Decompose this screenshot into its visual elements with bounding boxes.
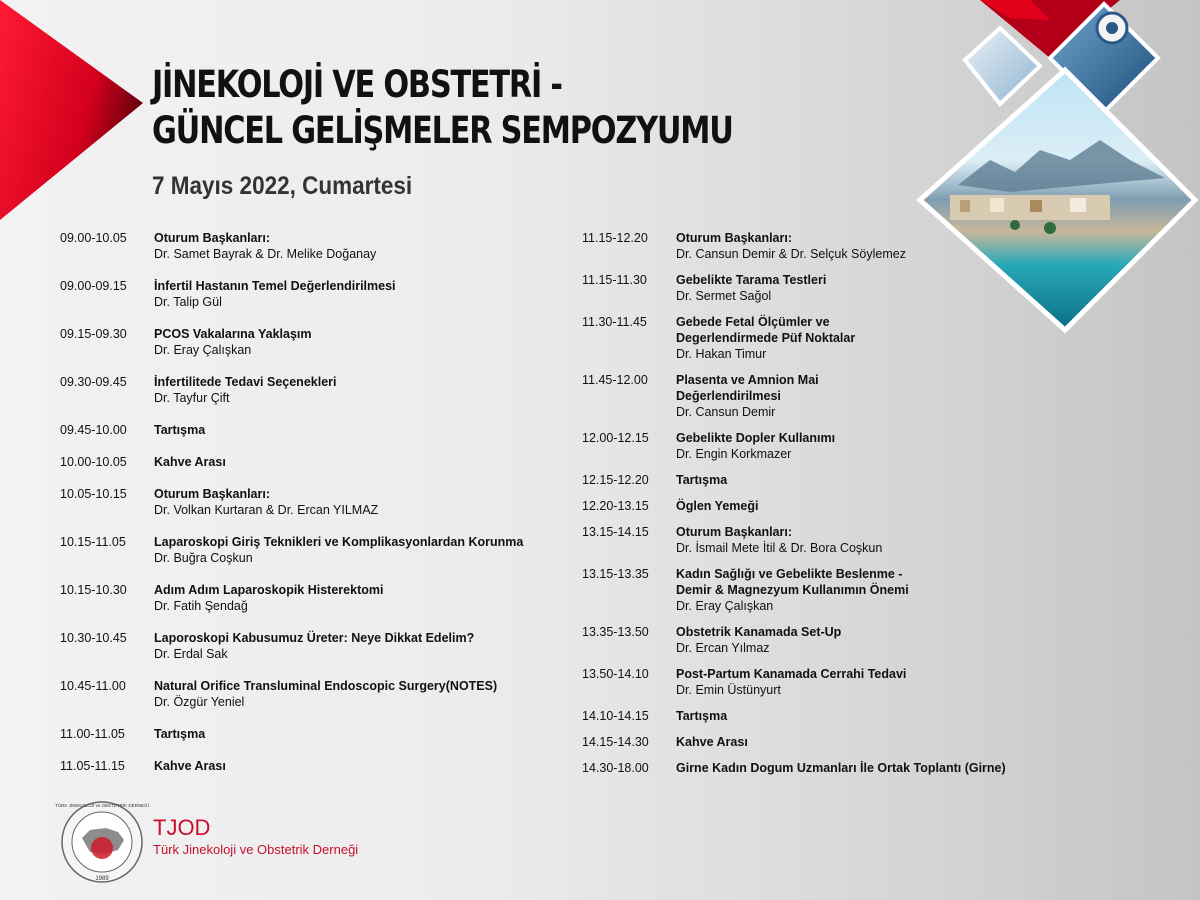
session-speaker: Dr. Ercan Yılmaz — [676, 641, 770, 655]
schedule-row — [60, 374, 580, 406]
session-title: Tartışma — [154, 727, 206, 741]
session-time: 14.15-14.30 — [582, 735, 649, 749]
session-details — [154, 486, 378, 518]
schedule-column-left — [60, 230, 580, 774]
schedule-row — [60, 758, 580, 774]
session-speaker: Dr. Cansun Demir & Dr. Selçuk Söylemez — [676, 247, 906, 261]
schedule-row — [60, 678, 580, 710]
session-title: Kahve Arası — [154, 759, 226, 773]
session-speaker: Dr. Sermet Sağol — [676, 289, 772, 303]
session-details — [676, 734, 748, 750]
event-date: 7 Mayıs 2022, Cumartesi — [152, 172, 413, 200]
session-title: Natural Orifice Transluminal Endoscopic Surgery(NOTES) — [154, 679, 498, 693]
schedule-row — [582, 734, 1102, 750]
session-time: 13.35-13.50 — [582, 625, 649, 639]
session-speaker: Dr. Samet Bayrak & Dr. Melike Doğanay — [154, 247, 377, 261]
session-time: 09.00-10.05 — [60, 231, 127, 245]
schedule-row — [582, 372, 1102, 420]
session-speaker: Dr. Talip Gül — [154, 295, 222, 309]
session-title: Gebelikte Tarama Testleri — [676, 273, 827, 287]
session-title: Kahve Arası — [154, 455, 226, 469]
session-details — [154, 422, 205, 438]
session-time: 11.30-11.45 — [582, 315, 647, 329]
session-details — [154, 726, 205, 742]
session-title: Gebede Fetal Ölçümler ve Degerlendirmede Püf Noktalar — [676, 315, 856, 345]
session-speaker: Dr. Hakan Timur — [676, 347, 767, 361]
organization-name: Türk Jinekoloji ve Obstetrik Derneği — [153, 842, 359, 857]
session-speaker: Dr. Fatih Şendağ — [154, 599, 248, 613]
page-title — [152, 62, 733, 154]
session-title: Tartışma — [676, 473, 728, 487]
schedule-row — [60, 486, 580, 518]
session-time: 10.05-10.15 — [60, 487, 127, 501]
session-details — [676, 524, 882, 556]
schedule-row — [60, 582, 580, 614]
schedule-row — [60, 326, 580, 358]
session-time: 14.30-18.00 — [582, 761, 649, 775]
session-title: Kahve Arası — [676, 735, 748, 749]
session-details — [676, 472, 727, 488]
schedule-row — [582, 498, 1102, 514]
session-title: İnfertilitede Tedavi Seçenekleri — [154, 375, 337, 389]
session-speaker: Dr. İsmail Mete İtil & Dr. Bora Coşkun — [676, 541, 883, 555]
red-triangle-decoration — [0, 0, 150, 230]
session-details — [154, 278, 396, 310]
session-speaker: Dr. Eray Çalışkan — [676, 599, 774, 613]
session-details — [676, 708, 727, 724]
session-title: PCOS Vakalarına Yaklaşım — [154, 327, 312, 341]
session-title: Obstetrik Kanamada Set-Up — [676, 625, 842, 639]
session-time: 11.05-11.15 — [60, 759, 125, 773]
session-time: 13.15-14.15 — [582, 525, 649, 539]
schedule-row — [582, 760, 1102, 776]
session-time: 11.15-11.30 — [582, 273, 647, 287]
organization-abbr: TJOD — [153, 815, 211, 840]
session-title: Post-Partum Kanamada Cerrahi Tedavi — [676, 667, 907, 681]
session-title: Girne Kadın Dogum Uzmanları İle Ortak Toplantı (Girne) — [676, 761, 1006, 775]
session-details — [154, 582, 383, 614]
session-title: Oturum Başkanları: — [154, 487, 271, 501]
logo-ring-text: TÜRK JİNEKOLOJİ ve OBSTETRİK DERNEĞİ — [55, 803, 149, 808]
session-time: 11.15-12.20 — [582, 231, 648, 245]
session-time: 13.50-14.10 — [582, 667, 649, 681]
organization-block — [153, 815, 358, 859]
schedule-row — [582, 566, 1102, 614]
session-time: 09.00-09.15 — [60, 279, 127, 293]
session-details — [154, 534, 523, 566]
session-details — [676, 314, 855, 362]
session-details — [154, 326, 312, 358]
session-title: Öglen Yemeği — [676, 499, 759, 513]
session-time: 09.30-09.45 — [60, 375, 127, 389]
session-title: Tartışma — [154, 423, 206, 437]
session-time: 10.15-11.05 — [60, 535, 126, 549]
schedule-row — [582, 708, 1102, 724]
session-title: Oturum Başkanları: — [676, 231, 793, 245]
session-details — [676, 498, 758, 514]
session-title: Gebelikte Dopler Kullanımı — [676, 431, 836, 445]
session-details — [676, 230, 906, 262]
session-title: Plasenta ve Amnion Mai Değerlendirilmesi — [676, 373, 819, 403]
session-time: 11.00-11.05 — [60, 727, 125, 741]
photo-collage-decoration — [900, 0, 1200, 340]
session-details — [676, 372, 819, 420]
session-time: 10.00-10.05 — [60, 455, 127, 469]
session-details — [676, 760, 1006, 776]
schedule-row — [60, 726, 580, 742]
session-speaker: Dr. Emin Üstünyurt — [676, 683, 781, 697]
session-details — [676, 566, 909, 614]
session-time: 10.30-10.45 — [60, 631, 127, 645]
schedule-row — [60, 454, 580, 470]
title-line-2: GÜNCEL GELİŞMELER SEMPOZYUMU — [152, 109, 733, 152]
schedule-row — [60, 278, 580, 310]
session-details — [676, 624, 841, 656]
session-details — [154, 630, 474, 662]
session-title: Laparoskopi Giriş Teknikleri ve Komplikasyonlardan Korunma — [154, 535, 524, 549]
session-title: Oturum Başkanları: — [676, 525, 793, 539]
session-title: Laporoskopi Kabusumuz Üreter: Neye Dikkat Edelim? — [154, 631, 475, 645]
schedule-row — [582, 666, 1102, 698]
session-speaker: Dr. Eray Çalışkan — [154, 343, 252, 357]
session-details — [154, 230, 376, 262]
session-speaker: Dr. Buğra Coşkun — [154, 551, 253, 565]
schedule-row — [582, 430, 1102, 462]
session-speaker: Dr. Cansun Demir — [676, 405, 776, 419]
tjod-logo — [55, 800, 149, 884]
session-speaker: Dr. Özgür Yeniel — [154, 695, 245, 709]
session-details — [154, 758, 226, 774]
session-time: 10.45-11.00 — [60, 679, 126, 693]
session-details — [154, 678, 497, 710]
schedule-row — [60, 630, 580, 662]
session-speaker: Dr. Volkan Kurtaran & Dr. Ercan YILMAZ — [154, 503, 379, 517]
session-time: 10.15-10.30 — [60, 583, 127, 597]
session-details — [676, 430, 835, 462]
session-time: 12.20-13.15 — [582, 499, 649, 513]
schedule-row — [60, 422, 580, 438]
session-time: 09.45-10.00 — [60, 423, 127, 437]
title-line-1: JİNEKOLOJİ VE OBSTETRİ - — [152, 63, 562, 106]
session-title: İnfertil Hastanın Temel Değerlendirilmesi — [154, 279, 396, 293]
session-speaker: Dr. Erdal Sak — [154, 647, 228, 661]
session-time: 13.15-13.35 — [582, 567, 649, 581]
session-title: Tartışma — [676, 709, 728, 723]
logo-year: 1989 — [95, 876, 109, 882]
session-time: 09.15-09.30 — [60, 327, 127, 341]
schedule-row — [582, 624, 1102, 656]
schedule-row — [60, 534, 580, 566]
schedule-row — [582, 472, 1102, 488]
session-details — [676, 272, 826, 304]
session-time: 12.15-12.20 — [582, 473, 649, 487]
schedule-row — [582, 524, 1102, 556]
session-details — [676, 666, 906, 698]
session-title: Kadın Sağlığı ve Gebelikte Beslenme - Demir & Magnezyum Kullanımın Önemi — [676, 567, 909, 597]
session-time: 11.45-12.00 — [582, 373, 648, 387]
session-speaker: Dr. Tayfur Çift — [154, 391, 230, 405]
session-details — [154, 374, 336, 406]
session-speaker: Dr. Engin Korkmazer — [676, 447, 792, 461]
session-time: 12.00-12.15 — [582, 431, 649, 445]
session-details — [154, 454, 226, 470]
session-time: 14.10-14.15 — [582, 709, 649, 723]
schedule-row — [60, 230, 580, 262]
session-title: Adım Adım Laparoskopik Histerektomi — [154, 583, 384, 597]
session-title: Oturum Başkanları: — [154, 231, 271, 245]
